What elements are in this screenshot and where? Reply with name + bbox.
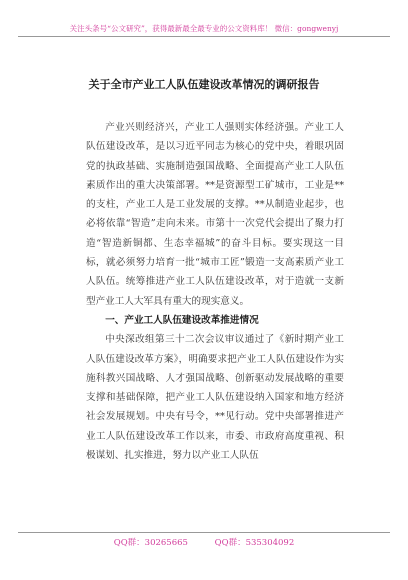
header-banner: 关注头条号“公文研究”，获得最新最全最专业的公文资料库！ 微信：gongwenyj [18, 22, 390, 37]
document-body [86, 118, 344, 465]
qq-group-2: QQ群：535304092 [214, 538, 295, 548]
footer-contacts [0, 536, 408, 548]
section-paragraph: 中央深改组第三十二次会议审议通过了《新时期产业工人队伍建设改革方案》，明确要求把产业工人队伍建设作为实施科教兴国战略、人才强国战略、创新驱动发展战略的重要支撑和基础保障，把产业工人队伍建设纳入国家和地方经济社会发展规划。中央有号令，**见行动。党中央部署推进产业工人队伍建设改革工作以来，市委、市政府高度重视、积极谋划、扎实推进，努力以产业工人队伍 [86, 334, 344, 462]
section-heading: 一、产业工人队伍建设改革推进情况 [105, 314, 259, 326]
footer-divider [18, 532, 390, 533]
qq-group-1: QQ群：30265665 [113, 538, 188, 548]
intro-paragraph: 产业兴则经济兴，产业工人强则实体经济强。产业工人队伍建设改革，是以习近平同志为核心的党中央，着眼巩固党的执政基础、实施制造强国战略、全面提高产业工人队伍素质作出的重大决策部署。**是资源型工矿城市，工业是**的支柱，产业工人是工业发展的支撑。**从制造业起步，也必将依靠“智造”走向未来。市第十一次党代会提出了聚力打造“智造新铜都、生态幸福城”的奋斗目标。要实现这一目标，就必须努力培育一批“城市工匠”锻造一支高素质产业工人队伍。统筹推进产业工人队伍建设改革，对于造就一支新型产业工人大军具有重大的现实意义。 [86, 122, 344, 307]
document-title: 关于全市产业工人队伍建设改革情况的调研报告 [88, 78, 320, 91]
